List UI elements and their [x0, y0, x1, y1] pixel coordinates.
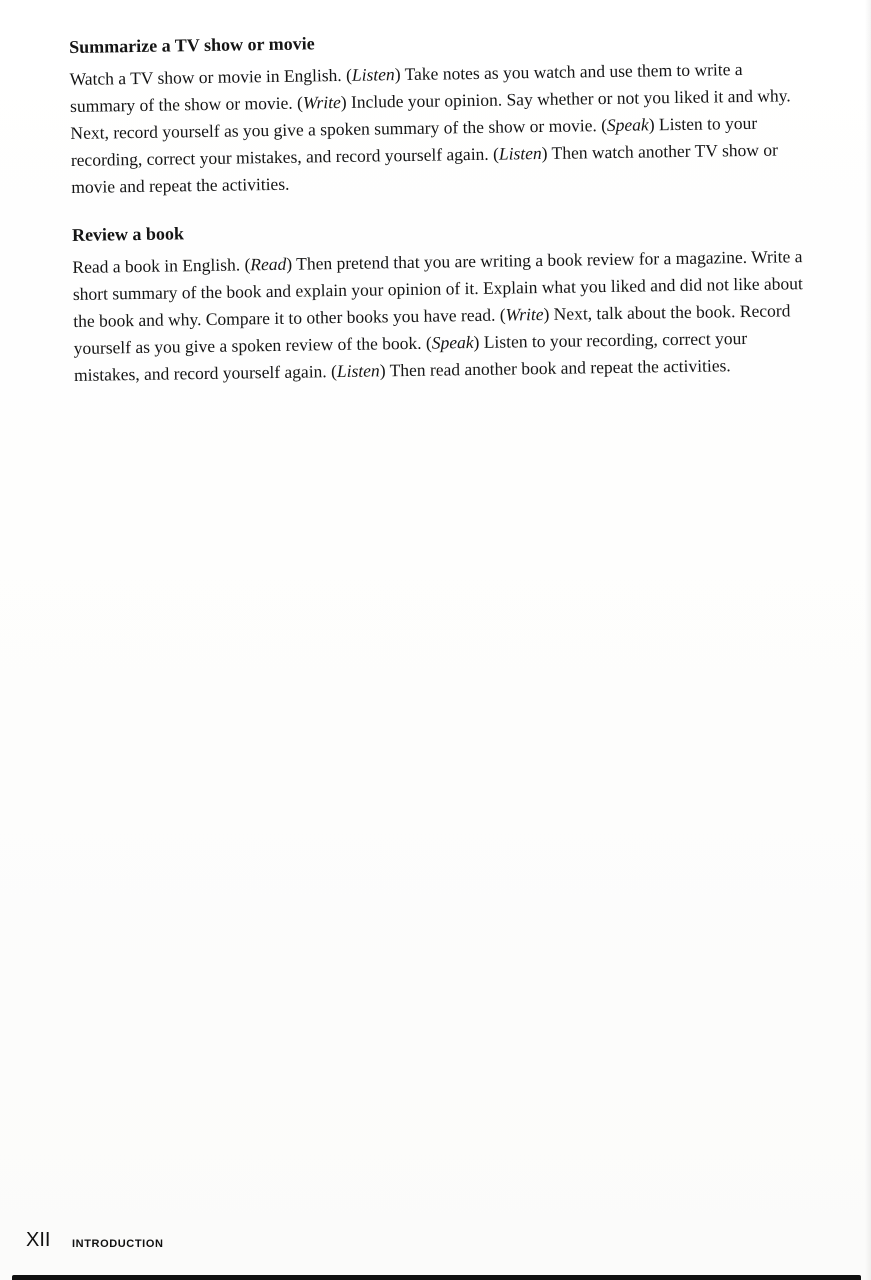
section-heading: Review a book	[71, 223, 185, 245]
section-heading: Summarize a TV show or movie	[69, 33, 315, 57]
footer-section-label: INTRODUCTION	[72, 1238, 164, 1250]
scan-edge	[12, 1275, 861, 1280]
page-number: XII	[26, 1229, 51, 1251]
scan-shadow	[865, 0, 871, 1280]
section-review-book	[72, 211, 806, 389]
page-content	[69, 23, 806, 410]
page-footer	[0, 1226, 871, 1254]
section-summarize-tv	[69, 23, 803, 201]
section-paragraph: Read a book in English. (Read) Then pretend that you are writing a book review for a magazine. Write a short summary of the book and explain your opinion of it. Explain what you liked and did not like about the book and why. Compare it to other books you have read. (Write) Next, talk about the book. Record yourself as you give a spoken review of the book. (Speak) Listen to your recording, correct your mistakes, and record yourself again. (Listen) Then read another book and repeat the activities.	[72, 246, 803, 385]
section-paragraph: Watch a TV show or movie in English. (Listen) Take notes as you watch and use them to write a summary of the show or movie. (Write) Include your opinion. Say whether or not you liked it and why. Next, record yourself as you give a spoken summary of the show or movie. (Speak) Listen to your recording, correct your mistakes, and record yourself again. (Listen) Then watch another TV show or movie and repeat the activities.	[69, 59, 791, 197]
